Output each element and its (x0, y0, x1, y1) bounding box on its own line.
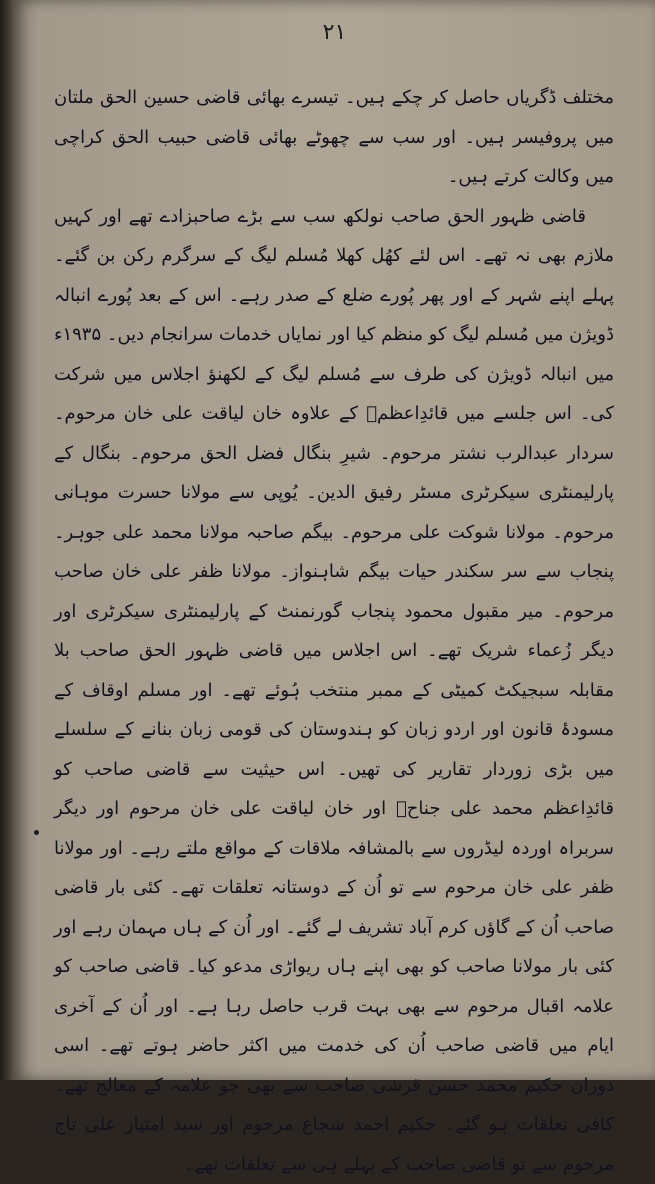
page-body-text (54, 78, 614, 1184)
margin-ink-dot (34, 830, 39, 835)
paragraph-1: مختلف ڈگریاں حاصل کر چکے ہیں۔ تیسرے بھائی قاضی حسین الحق ملتان میں پروفیسر ہیں۔ اور سب سے چھوٹے بھائی قاضی حبیب الحق کراچی میں وکالت کرتے ہیں۔ (54, 78, 614, 197)
page-number: ۲۱ (14, 20, 655, 45)
paragraph-2: قاضی ظہور الحق صاحب نولکھ سب سے بڑے صاحبزادے تھے اور کہیں ملازم بھی نہ تھے۔ اس لئے کھُل کھلا مُسلم لیگ کے سرگرم رکن بن گئے۔ پہلے اپنے شہر کے اور پھر پُورے ضلع کے صدر رہے۔ اس کے بعد پُورے انبالہ ڈویژن میں مُسلم لیگ کو منظم کیا اور نمایاں خدمات سرانجام دیں۔ ۱۹۳۵ء میں انبالہ ڈویژن کی طرف سے مُسلم لیگ کے لکھنؤ اجلاس میں شرکت کی۔ اس جلسے میں قائدِاعظمؒ کے علاوہ خان لیاقت علی خان مرحوم۔ سردار عبدالرب نشتر مرحوم۔ شیرِ بنگال فضل الحق مرحوم۔ بنگال کے پارلیمنٹری سیکرٹری مسٹر رفیق الدین۔ یُوپی سے مولانا حسرت موہانی مرحوم۔ مولانا شوکت علی مرحوم۔ بیگم صاحبہ مولانا محمد علی جوہر۔ پنجاب سے سر سکندر حیات بیگم شاہنواز۔ مولانا ظفر علی خان صاحب مرحوم۔ میر مقبول محمود پنجاب گورنمنٹ کے پارلیمنٹری سیکرٹری اور دیگر زُعماء شریک تھے۔ اس اجلاس میں قاضی ظہور الحق صاحب بلا مقابلہ سبجیکٹ کمیٹی کے ممبر منتخب ہُوئے تھے۔ اور مسلم اوقاف کے مسودۂ قانون اور اردو زبان کو ہندوستان کی قومی زبان بنانے کے سلسلے میں بڑی زوردار تقاریر کی تھیں۔ اس حیثیت سے قاضی صاحب کو قائدِاعظم محمد علی جناحؒ اور خان لیاقت علی خان مرحوم اور دیگر سربراہ اوردہ لیڈروں سے بالمشافہ ملاقات کے مواقع ملتے رہے۔ اور مولانا ظفر علی خان مرحوم سے تو اُن کے دوستانہ تعلقات تھے۔ کئی بار قاضی صاحب اُن کے گاؤں کرم آباد تشریف لے گئے۔ اور اُن کے ہاں مہمان رہے اور کئی بار مولانا صاحب کو بھی اپنے ہاں ریواڑی مدعو کیا۔ قاضی صاحب کو علامہ اقبال مرحوم سے بھی بہت قرب حاصل رہا ہے۔ اور اُن کے آخری ایام میں قاضی صاحب اُن کی خدمت میں اکثر حاضر ہوتے تھے۔ اسی دوران حکیم محمد حسن قرشی صاحب سے بھی جو علامہ کے معالج تھے۔ کافی تعلقات ہو گئے۔ حکیم احمد شجاع مرحوم اور سید امتیاز علی تاج مرحوم سے تو قاضی صاحب کے پہلے ہی سے تعلقات تھے۔ (54, 197, 614, 1184)
book-page (14, 0, 655, 1080)
